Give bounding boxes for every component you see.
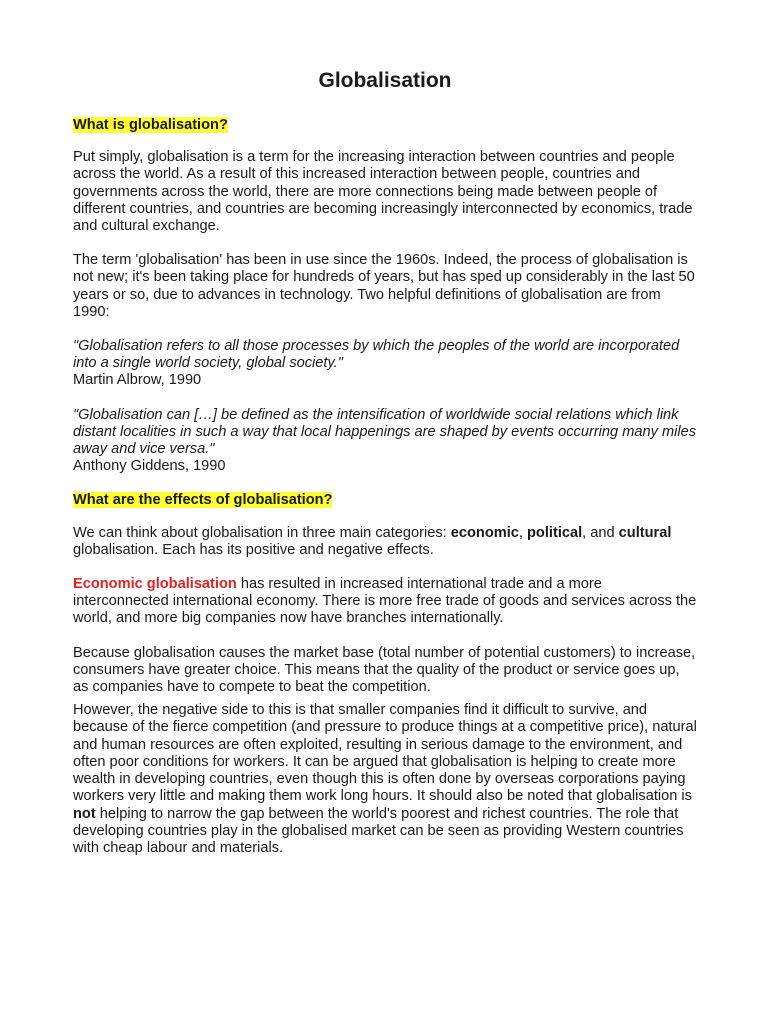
economic-globalisation-label: Economic globalisation <box>73 576 237 593</box>
paragraph-market-base: Because globalisation causes the market base (total number of potential customers) to increase, consumers have greater choice. This means that the quality of the product or service goes up, as companies have to compete to beat the competition. <box>73 644 696 696</box>
paragraph-negative-side <box>73 702 697 857</box>
text-run: has resulted in increased international trade and a more interconnected international economy. There is more free trade of goods and services across the world, and more big companies now have branches internationally. <box>73 576 697 627</box>
paragraph-economic <box>73 576 697 628</box>
section-heading-what-is <box>73 117 697 134</box>
text-run: , and <box>582 524 619 541</box>
paragraph-categories <box>73 525 697 559</box>
document-page <box>73 66 697 874</box>
paragraph-definition: Put simply, globalisation is a term for the increasing interaction between countries and people across the world. As a result of this increased interaction between people, countries and governments across the world, there are more connections being made between people of different countries, and countries are becoming increasingly interconnected by economics, trade and cultural exchange. <box>73 149 693 235</box>
text-run: globalisation. Each has its positive and negative effects. <box>73 541 434 558</box>
text-run: We can think about globalisation in three main categories: <box>73 524 451 541</box>
quote-block-giddens <box>73 407 697 476</box>
text-run: helping to narrow the gap between the world's poorest and richest countries. The role that developing countries play in the globalised market can be seen as providing Western countries with cheap labour and materials. <box>73 805 684 856</box>
quote-author: Anthony Giddens, 1990 <box>73 458 226 475</box>
highlighted-heading-text: What is globalisation? <box>73 117 228 133</box>
text-run: , <box>518 524 528 541</box>
section-heading-effects <box>73 492 697 509</box>
term-political: political <box>527 524 583 541</box>
quote-text: "Globalisation refers to all those processes by which the peoples of the world are incorporated into a single world society, global society." <box>73 338 680 372</box>
paragraph-history: The term 'globalisation' has been in use since the 1960s. Indeed, the process of globalisation is not new; it's been taking place for hundreds of years, but has sped up considerably in the last 50 years or so, due to advances in technology. Two helpful definitions of globalisation are from 1990: <box>73 252 695 320</box>
term-economic: economic <box>450 524 519 541</box>
text-run: However, the negative side to this is that smaller companies find it difficult to survive, and because of the fierce competition (and pressure to produce things at a competitive price), natural and human resources are often exploited, resulting in serious damage to the environment, and often poor conditions for workers. It can be argued that globalisation is helping to create more wealth in developing countries, even though this is often done by overseas corporations paying workers very little and making them work long hours. It should also be noted that globalisation is <box>73 702 697 805</box>
highlighted-heading-text: What are the effects of globalisation? <box>73 492 333 509</box>
term-cultural: cultural <box>618 524 672 541</box>
emphasis-not: not <box>73 805 96 822</box>
quote-author: Martin Albrow, 1990 <box>73 372 202 389</box>
quote-block-albrow <box>73 338 697 390</box>
quote-text: "Globalisation can […] be defined as the intensification of worldwide social relations which link distant localities in such a way that local happenings are shaped by events occurring many miles away and vice versa." <box>73 406 697 458</box>
page-title: Globalisation <box>318 69 452 92</box>
